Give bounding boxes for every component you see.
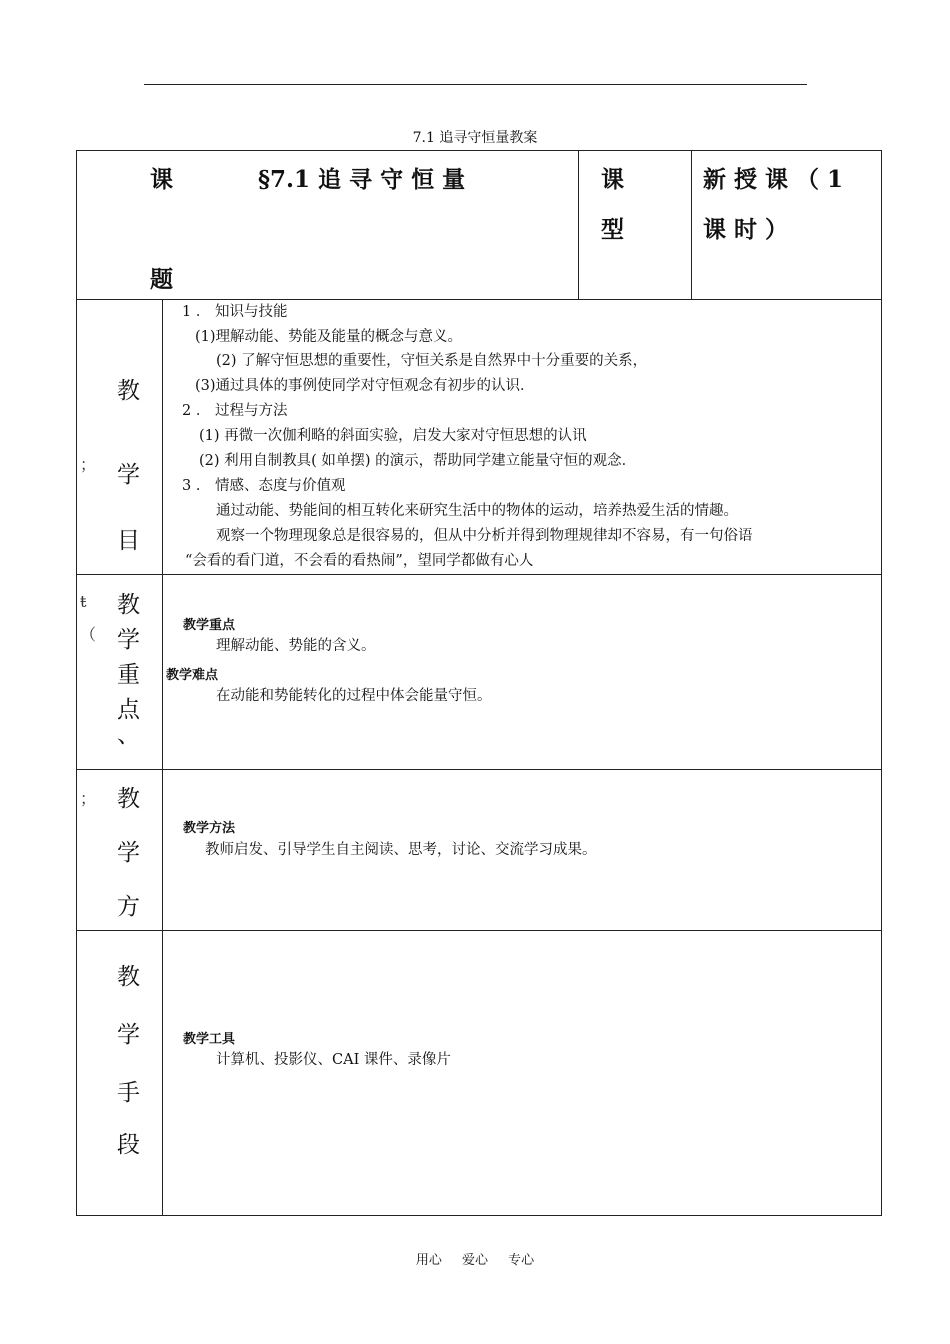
tools-text: 计算机、投影仪、CAI 课件、录像片 <box>216 1052 451 1068</box>
lesson-label-top: 课 <box>150 167 173 193</box>
keypoints-label-char-5: 、 <box>117 722 140 748</box>
keypoints-label-char-2: 学 <box>117 627 140 653</box>
label-column-divider <box>162 299 163 1216</box>
type-label-1: 课 <box>601 167 624 193</box>
difficulty-label: 教学难点 <box>166 668 219 683</box>
row-divider-2 <box>76 574 882 575</box>
type-value-2: 课 时 ） <box>703 217 789 243</box>
document-title: 7.1 追寻守恒量教案 <box>412 130 538 146</box>
header-rule <box>144 84 807 85</box>
objective-line-2: (1)理解动能、势能及能量的概念与意义。 <box>195 329 463 345</box>
footer-word-2: 爱心 <box>461 1253 488 1268</box>
methods-label: 教学方法 <box>183 821 236 836</box>
keypoints-label-char-3: 重 <box>117 662 140 688</box>
objective-line-11: “会看的看门道，不会看的看热闹”，望同学都做有心人 <box>185 553 534 569</box>
objective-line-5: 2 ． 过程与方法 <box>182 403 288 419</box>
focus-text: 理解动能、势能的含义。 <box>216 638 376 654</box>
objective-line-10: 观察一个物理现象总是很容易的，但从中分析并得到物理规律却不容易，有一句俗语 <box>216 528 753 544</box>
objective-line-8: 3 ． 情感、态度与价值观 <box>182 478 346 494</box>
objectives-label-char-1: 教 <box>117 378 140 404</box>
methods-text: 教师启发、引导学生自主阅读、思考，讨论、交流学习成果。 <box>205 842 597 858</box>
objectives-label-char-2: 学 <box>117 462 140 488</box>
row-divider-4 <box>76 930 882 931</box>
keypoints-label-char-1: 教 <box>117 592 140 618</box>
tools-label-char-1: 教 <box>117 964 140 990</box>
objective-line-1: 1 ． 知识与技能 <box>182 304 288 320</box>
focus-label: 教学重点 <box>183 618 236 633</box>
objective-line-3: (2) 了解守恒思想的重要性，守恒关系是自然界中十分重要的关系， <box>216 353 648 369</box>
methods-label-char-2: 学 <box>117 840 140 866</box>
row-divider-3 <box>76 769 882 770</box>
footer-word-1: 用心 <box>415 1253 442 1268</box>
objective-line-6: (1) 再微一次伽利略的斜面实验，启发大家对守恒思想的认讯 <box>199 428 587 444</box>
lesson-title: §7.1 追 寻 守 恒 量 <box>258 166 466 193</box>
tools-label-char-3: 手 <box>117 1080 140 1106</box>
methods-cut-glyph: ； <box>80 789 97 808</box>
row-divider-1 <box>76 299 882 300</box>
keypoints-cut-glyph-1: ŧ <box>80 592 87 611</box>
header-divider-2 <box>691 150 692 299</box>
lesson-label-bottom: 题 <box>150 267 173 293</box>
tools-label: 教学工具 <box>183 1032 236 1047</box>
methods-label-char-1: 教 <box>117 786 140 812</box>
objectives-cut-glyph: ； <box>80 455 97 474</box>
tools-label-char-2: 学 <box>117 1022 140 1048</box>
keypoints-label-char-4: 点 <box>117 697 140 723</box>
objective-line-7: (2) 利用自制教具( 如单摆) 的演示，帮助同学建立能量守恒的观念． <box>199 453 637 469</box>
type-label-2: 型 <box>601 217 624 243</box>
difficulty-text: 在动能和势能转化的过程中体会能量守恒。 <box>216 688 492 704</box>
keypoints-cut-glyph-2: （ <box>80 625 97 644</box>
header-divider-1 <box>578 150 579 299</box>
objective-line-4: (3)通过具体的事例使同学对守恒观念有初步的认识． <box>195 378 535 394</box>
objectives-label-char-3: 目 <box>117 528 140 554</box>
page-footer <box>0 1249 950 1268</box>
objective-line-9: 通过动能、势能间的相互转化来研究生活中的物体的运动，培养热爱生活的情趣。 <box>216 503 738 519</box>
tools-label-char-4: 段 <box>117 1132 140 1158</box>
footer-word-3: 专心 <box>508 1253 535 1268</box>
methods-label-char-3: 方 <box>117 894 140 920</box>
type-value-1: 新 授 课 （ 1 <box>703 166 844 193</box>
